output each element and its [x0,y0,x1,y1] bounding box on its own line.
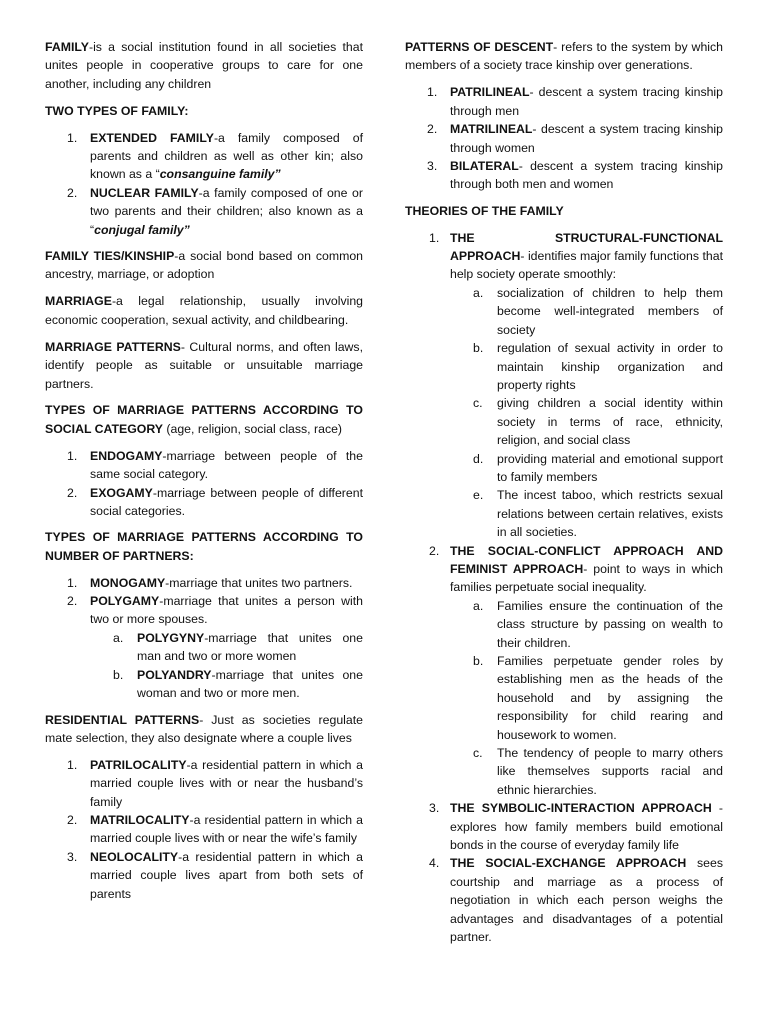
item-text: socialization of children to help them become well-integrated members of society [497,285,723,337]
list-item [45,848,363,903]
heading-text: TWO TYPES OF FAMILY: [45,103,189,118]
list-item [405,157,723,194]
term: THE STRUCTURAL-FUNCTIONAL APPROACH [450,230,723,264]
marriage-patterns-definition [45,338,363,393]
list-letter: c. [473,396,483,411]
list-item [405,120,723,157]
left-column [45,38,363,911]
partners-heading [45,528,363,565]
list-letter: a. [473,285,484,300]
item-text: providing material and emotional support to family members [497,451,723,484]
term: RESIDENTIAL PATTERNS [45,712,200,727]
two-types-list [45,129,363,239]
sublist-item [450,394,723,449]
sublist-item [90,666,363,703]
definition: - Just as societies regulate mate selection, they also designate where a couple lives [45,712,363,745]
term: MARRIAGE [45,294,112,309]
term: EXTENDED FAMILY [90,130,214,145]
theory-item [405,799,723,854]
list-number: 3. [427,158,438,173]
term: PATRILINEAL [450,85,530,100]
theories-list [405,229,723,947]
list-number: 2. [427,122,438,137]
list-item [45,184,363,239]
sublist-item [450,652,723,744]
term: NEOLOCALITY [90,849,179,864]
item-text: Families ensure the continuation of the class structure by passing on wealth to their children. [497,598,723,650]
term: BILATERAL [450,158,519,173]
term: ENDOGAMY [90,448,163,463]
definition: -a legal relationship, usually involving economic cooperation, sexual activity, and childbearing. [45,294,363,327]
list-item [405,83,723,120]
definition: - identifies major family functions that help society operate smoothly: [450,249,723,282]
family-definition [45,38,363,93]
term: THE SOCIAL-EXCHANGE APPROACH [450,856,687,871]
definition: -a family composed of parents and children as well as other kin; also known as a “ [90,130,363,182]
term: EXOGAMY [90,485,153,500]
term: MATRILOCALITY [90,813,190,828]
list-item [45,129,363,184]
list-item [45,574,363,592]
sublist-item [450,450,723,487]
theory-item [405,229,723,542]
definition: - descent a system tracing kinship through women [450,122,723,155]
list-number: 1. [427,85,438,100]
descent-list [405,83,723,193]
definition: -marriage between people of different social categories. [90,485,363,518]
theory1-sublist [450,284,723,542]
theory-item [405,542,723,800]
residential-list [45,756,363,903]
kinship-definition [45,247,363,284]
item-text: The tendency of people to marry others like themselves supports racial and ethnic hierarchies. [497,746,723,797]
item-text: regulation of sexual activity in order to maintain kinship organization and property rights [497,341,723,392]
definition: -marriage between people of the same social category. [90,448,363,482]
list-item [45,592,363,702]
theories-heading [405,202,723,220]
sublist-item [450,284,723,339]
italic-term: conjugal family” [94,222,190,237]
item-text: The incest taboo, which restricts sexual relations between certain relatives, exists in all societies. [497,488,723,540]
term: PATTERNS OF DESCENT [405,40,554,54]
list-number: 2. [67,485,78,500]
definition: -a residential pattern in which a married couple lives with or near the husband’s family [90,757,363,809]
heading-text: THEORIES OF THE FAMILY [405,203,564,218]
list-item [45,484,363,521]
sublist-item [90,629,363,666]
marriage-definition [45,292,363,329]
partners-list [45,574,363,703]
list-number: 1. [67,130,78,145]
list-item [45,756,363,811]
social-category-heading [45,401,363,438]
heading-text: TYPES OF MARRIAGE PATTERNS ACCORDING TO SOCIAL CATEGORY [45,403,363,436]
definition: - descent a system tracing kinship through both men and women [450,158,723,192]
term: FAMILY TIES/KINSHIP [45,249,175,264]
list-letter: a. [113,630,124,645]
definition: - point to ways in which families perpetuate social inequality. [450,561,724,595]
definition: sees courtship and marriage as a process of negotiation in which each person weighs the advantages and disadvantages of a potential partner. [450,856,723,945]
residential-patterns-definition [45,711,363,748]
term: PATRILOCALITY [90,757,187,772]
list-letter: b. [113,667,124,682]
term: MATRILINEAL [450,122,533,137]
definition: -marriage that unites one man and two or more women [137,630,363,664]
list-letter: c. [473,746,483,761]
list-number: 4. [429,856,440,871]
list-number: 2. [67,594,78,609]
term: POLYGAMY [90,594,160,609]
definition: -a residential pattern in which a married couple lives with or near the wife’s family [90,813,363,846]
sublist-item [450,339,723,394]
list-letter: e. [473,488,484,503]
term: MARRIAGE PATTERNS [45,339,181,354]
term: POLYANDRY [137,667,212,682]
term: POLYGYNY [137,630,205,645]
social-category-list [45,447,363,521]
list-number: 3. [429,801,440,816]
list-number: 1. [67,448,78,463]
term: MONOGAMY [90,575,166,590]
list-number: 2. [429,543,440,558]
list-letter: b. [473,341,484,356]
list-number: 1. [429,230,440,245]
list-item [45,811,363,848]
right-column [405,38,723,955]
definition: - refers to the system by which members of a society trace kinship over generations. [405,40,723,73]
list-letter: d. [473,451,484,466]
list-number: 3. [67,849,78,864]
sublist-item [450,744,723,799]
item-text: Families perpetuate gender roles by establishing men as the heads of the household and by assigning the responsibility for child rearing and housework to women. [497,654,723,742]
list-letter: a. [473,598,484,613]
definition: - Cultural norms, and often laws, identify people as suitable or unsuitable marriage partners. [45,339,364,391]
term: THE SYMBOLIC-INTERACTION APPROACH [450,801,712,816]
list-number: 2. [67,813,78,828]
item-text: giving children a social identity within society in terms of race, ethnicity, religion, and social class [497,396,723,448]
definition: -marriage that unites two partners. [165,575,353,590]
definition: -a family composed of one or two parents and their children; also known as a “ [90,185,363,237]
descent-definition [405,38,723,75]
definition: -marriage that unites one woman and two or more men. [137,667,363,701]
definition: -a social bond based on common ancestry, marriage, or adoption [45,249,363,282]
list-number: 2. [67,185,78,200]
theory2-sublist [450,597,723,799]
term: THE SOCIAL-CONFLICT APPROACH AND FEMINIST APPROACH [450,543,723,576]
heading-text: TYPES OF MARRIAGE PATTERNS ACCORDING TO NUMBER OF PARTNERS: [45,530,363,563]
definition: - explores how family members build emotional bonds in the course of everyday family life [450,801,723,853]
definition: -a residential pattern in which a married couple lives apart from both sets of parents [90,849,363,901]
theory-item [405,854,723,946]
polygamy-sublist [90,629,363,703]
sublist-item [450,597,723,652]
heading-note: (age, religion, social class, race) [162,421,343,436]
list-number: 1. [67,757,78,772]
definition: -marriage that unites a person with two or more spouses. [90,594,363,627]
list-number: 1. [67,575,78,590]
definition: -is a social institution found in all societies that unites people in cooperative groups to care for one another, including any children [45,40,363,91]
definition: - descent a system tracing kinship through men [450,85,723,118]
two-types-heading [45,102,363,120]
italic-term: consanguine family” [159,167,281,182]
term: FAMILY [45,40,89,54]
list-item [45,447,363,484]
sublist-item [450,486,723,541]
list-letter: b. [473,654,484,668]
term: NUCLEAR FAMILY [90,185,199,200]
